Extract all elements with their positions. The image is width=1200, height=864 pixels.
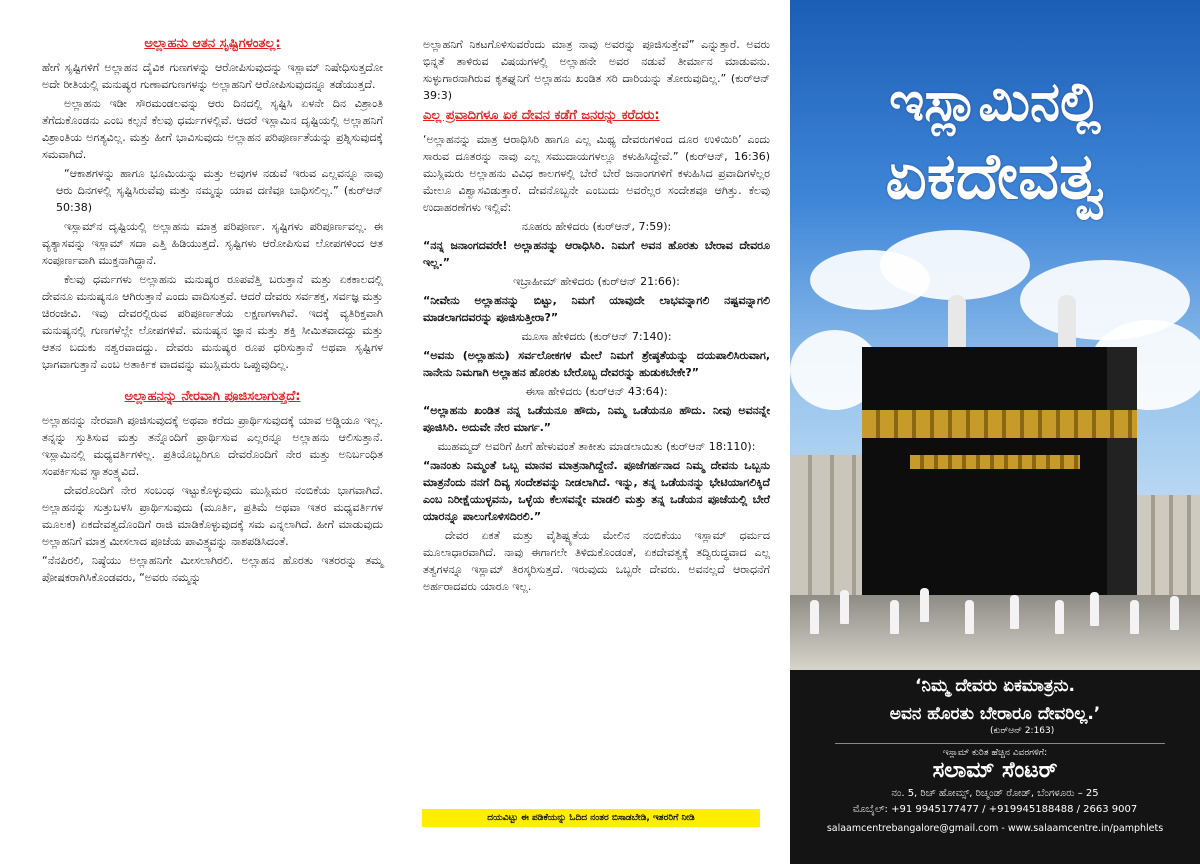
paragraph: ಅಲ್ಲಾಹನಿಗೆ ನಿಕಟಗೊಳಿಸುವರೆಂದು ಮಾತ್ರ ನಾವು ಅವರನ್ನು ಪೂಜಿಸುತ್ತೇವೆ” ಎನ್ನುತ್ತಾರೆ. ಅವರು ಭಿನ್ನತೆ ತಾಳಿರುವ ವಿಷಯಗಳಲ್ಲಿ ಅಲ್ಲಾಹನೇ ಅವರ ನಡುವೆ ತೀರ್ಮಾನ ಮಾಡುವನು. ಸುಳ್ಳುಗಾರನಾಗಿರುವ ಕೃತಘ್ನನಿಗೆ ಅಲ್ಲಾಹನು ಖಂಡಿತ ಸರಿ ದಾರಿಯನ್ನು ತೋರುವುದಿಲ್ಲ.” (ಕುರ್‌ಆನ್ 39:3): [423, 38, 770, 102]
cover-title-line1: ಇಸ್ಲಾಮಿನಲ್ಲಿ: [889, 70, 1101, 133]
section-heading-not-like-creation: ಅಲ್ಲಾಹನು ಆತನ ಸೃಷ್ಟಿಗಳಂತಲ್ಲ:: [144, 36, 281, 51]
do-not-discard-banner: ದಯವಿಟ್ಟು ಈ ಪಡಿಕೆಯನ್ನು ಓದಿದ ನಂತರ ಬಿಸಾಡಬೇಡಿ, ಇತರರಿಗೆ ನೀಡಿ: [422, 809, 760, 827]
verse-attribution: ಮೂಸಾ ಹೇಳಿದರು (ಕುರ್‌ಆನ್ 7:140):: [521, 330, 672, 343]
motto-line2: ಅವನ ಹೊರತು ಬೇರಾರೂ ದೇವರಿಲ್ಲ.’: [889, 704, 1101, 724]
email-website: salaamcentrebangalore@gmail.com - www.salaamcentre.in/pamphlets: [826, 823, 1164, 834]
kaaba-photo: [790, 0, 1200, 670]
verse-attribution: ಇಬ್ರಾಹೀಮ್ ಹೇಳಿದರು (ಕುರ್‌ಆನ್ 21:66):: [513, 275, 680, 288]
phone-numbers: ಮೊಬೈಲ್: +91 9945177477 / +919945188488 / 2663 9007: [852, 804, 1138, 815]
cover-panel: [790, 0, 1200, 864]
organization-name: ಸಲಾಮ್ ಸೆಂಟರ್: [932, 758, 1058, 783]
kaaba: [862, 347, 1137, 597]
verse: “ಅವನು (ಅಲ್ಲಾಹನು) ಸರ್ವಲೋಕಗಳ ಮೇಲೆ ನಿಮಗೆ ಶ್ರೇಷ್ಠತೆಯನ್ನು ದಯಪಾಲಿಸಿರುವಾಗ, ನಾನೇನು ನಿಮಗಾಗಿ ಅಲ್ಲಾಹನ ಹೊರತು ಬೇರೊಬ್ಬ ದೇವರನ್ನು ಹುಡುಕಬೇಕೇ?”: [423, 349, 770, 379]
divider: [835, 743, 1165, 744]
verse-attribution: ಮುಹಮ್ಮದ್ ಅವರಿಗೆ ಹೀಗೆ ಹೇಳುವಂತೆ ತಾಕೀತು ಮಾಡಲಾಯಿತು (ಕುರ್‌ಆನ್ 18:110):: [437, 440, 756, 453]
cover-title-line2: ಏಕದೇವತ್ವ: [885, 140, 1105, 214]
left-column: [0, 0, 405, 864]
paragraph: ‘ಅಲ್ಲಾಹನನ್ನು ಮಾತ್ರ ಆರಾಧಿಸಿರಿ ಹಾಗೂ ಎಲ್ಲ ಮಿಥ್ಯ ದೇವರುಗಳಿಂದ ದೂರ ಉಳಿಯಿರಿ’ ಎಂದು ಸಾರುವ ದೂತರನ್ನು ನಾವು ಎಲ್ಲ ಸಮುದಾಯಗಳಲ್ಲೂ ಕಳುಹಿಸಿದ್ದೇವೆ.” (ಕುರ್‌ಆನ್, 16:36) ಮುಸ್ಲಿಮರು ಅಲ್ಲಾಹನು ವಿವಿಧ ಕಾಲಗಳಲ್ಲಿ ಬೇರೆ ಬೇರೆ ಜನಾಂಗಗಳಿಗೆ ಕಳುಹಿಸಿದ ಪ್ರವಾದಿಗಳೆಲ್ಲರ ಮೇಲೂ ವಿಶ್ವಾಸವಿಡುತ್ತಾರೆ. ದೇವನೊಬ್ಬನೇ ಎಂಬುದು ಅವರೆಲ್ಲರ ಸಂದೇಶವೂ ಆಗಿತ್ತು. ಕೆಲವು ಉದಾಹರಣೆಗಳು ಇಲ್ಲಿವೆ:: [423, 133, 770, 214]
verse-attribution: ಈಸಾ ಹೇಳಿದರು (ಕುರ್‌ಆನ್ 43:64):: [525, 385, 668, 398]
kaaba-gold-band: [862, 410, 1137, 438]
section-heading-prophets: ಎಲ್ಲ ಪ್ರವಾದಿಗಳೂ ಏಕ ದೇವನ ಕಡೆಗೆ ಜನರನ್ನು ಕರೆದರು:: [423, 108, 660, 123]
motto-reference: (ಕುರ್‌ಆನ್ 2:163): [990, 726, 1055, 736]
paragraph: ಕೆಲವು ಧರ್ಮಗಳು ಅಲ್ಲಾಹನು ಮನುಷ್ಯರ ರೂಪವೆತ್ತಿ ಬರುತ್ತಾನೆ ಮತ್ತು ಏಕಕಾಲದಲ್ಲಿ ದೇವನೂ ಮನುಷ್ಯನೂ ಆಗಿರುತ್ತಾನೆ ಎಂದು ವಾದಿಸುತ್ತವೆ. ಆದರೆ ದೇವರು ಸರ್ವಶಕ್ತ, ಸರ್ವಜ್ಞ ಮತ್ತು ಚಿರಂಜೀವಿ. ಇವು ದೇವರಲ್ಲಿರುವ ಪರಿಪೂರ್ಣತೆಯ ಲಕ್ಷಣಗಳಾಗಿವೆ. ಇದಕ್ಕೆ ವ್ಯತಿರಿಕ್ತವಾಗಿ ಮನುಷ್ಯನಲ್ಲಿ ಗುಣಗಳೆಲ್ಲೇ ಲೋಪಗಳಿವೆ. ಮನುಷ್ಯನ ಜ್ಞಾನ ಮತ್ತು ಶಕ್ತಿ ಸೀಮಿತವಾದದ್ದು ಮತ್ತು ಆತನ ಬದುಕು ನಶ್ವರವಾದದ್ದು. ದೇವರು ಮನುಷ್ಯರ ರೂಪ ಧರಿಸುತ್ತಾನೆ ಅಥವಾ ಸೃಷ್ಟಿಗಳ ಭಾಗವಾಗುತ್ತಾನೆ ಎಂಬ ಅತಾರ್ಕಿಕ ವಾದವನ್ನು ಮುಸ್ಲಿಮರು ಒಪ್ಪುವುದಿಲ್ಲ.: [42, 273, 383, 371]
verse: “ನನ್ನ ಜನಾಂಗದವರೇ! ಅಲ್ಲಾಹನನ್ನು ಆರಾಧಿಸಿರಿ. ನಿಮಗೆ ಅವನ ಹೊರತು ಬೇರಾವ ದೇವರೂ ಇಲ್ಲ.”: [423, 239, 770, 269]
paragraph: ಅಲ್ಲಾಹನು ಇಡೀ ಸೌರಮಂಡಲವನ್ನು ಆರು ದಿನದಲ್ಲಿ ಸೃಷ್ಟಿಸಿ ಏಳನೇ ದಿನ ವಿಶ್ರಾಂತಿ ತೆಗೆದುಕೊಂಡನು ಎಂಬ ಕಲ್ಪನೆ ಕೆಲವು ಧರ್ಮಗಳಲ್ಲಿವೆ. ಆದರೆ ಇಸ್ಲಾಮಿನ ದೃಷ್ಟಿಯಲ್ಲಿ ಅಲ್ಲಾಹನಿಗೆ ವಿಶ್ರಾಂತಿಯ ಅಗತ್ಯವಿಲ್ಲ. ಮತ್ತು ಹೀಗೆ ಭಾವಿಸುವುದು ಅಲ್ಲಾಹನ ಪರಿಪೂರ್ಣತೆಯನ್ನು ಪ್ರಶ್ನಿಸುವುದಕ್ಕೆ ಸಮವಾಗಿದೆ.: [42, 97, 383, 161]
address: ನಂ. 5, ರಿಚ್ ಹೋಮ್ಸ್, ರಿಚ್ಮಂಡ್ ರೋಡ್, ಬೆಂಗಳೂರು – 25: [891, 788, 1099, 799]
paragraph: ದೇವರ ಏಕತೆ ಮತ್ತು ವೈಶಿಷ್ಟ್ಯತೆಯ ಮೇಲಿನ ನಂಬಿಕೆಯು ಇಸ್ಲಾಮ್ ಧರ್ಮದ ಮೂಲಾಧಾರವಾಗಿದೆ. ನಾವು ಈಗಾಗಲೇ ತಿಳಿದುಕೊಂಡಂತೆ, ಏಕದೇವತ್ವಕ್ಕೆ ತದ್ವಿರುದ್ಧವಾದ ಎಲ್ಲ ತತ್ವಗಳನ್ನೂ ಇಸ್ಲಾಮ್ ತಿರಸ್ಕರಿಸುತ್ತದೆ. ಇರುವುದು ಒಬ್ಬರೇ ದೇವರು. ಅವನಲ್ಲದೆ ಆರಾಧನೆಗೆ ಅರ್ಹರಾದವರು ಯಾರೂ ಇಲ್ಲ.: [423, 529, 770, 593]
quran-quote: “ಆಕಾಶಗಳನ್ನು ಹಾಗೂ ಭೂಮಿಯನ್ನು ಮತ್ತು ಅವುಗಳ ನಡುವೆ ಇರುವ ಎಲ್ಲವನ್ನೂ ನಾವು ಆರು ದಿನಗಳಲ್ಲಿ ಸೃಷ್ಟಿಸಿರುವೆವು ಮತ್ತು ನಮ್ಮನ್ನು ಯಾವ ದಣಿವೂ ಬಾಧಿಸಲಿಲ್ಲ.” (ಕುರ್‌ಆನ್ 50:38): [56, 167, 383, 214]
verse: “ಅಲ್ಲಾಹನು ಖಂಡಿತ ನನ್ನ ಒಡೆಯನೂ ಹೌದು, ನಿಮ್ಮ ಒಡೆಯನೂ ಹೌದು. ನೀವು ಅವನನ್ನೇ ಪೂಜಿಸಿರಿ. ಅದುವೇ ನೇರ ಮಾರ್ಗ.”: [423, 404, 770, 434]
info-label: ಇಸ್ಲಾಮ್ ಕುರಿತ ಹೆಚ್ಚಿನ ವಿವರಗಳಿಗೆ:: [942, 748, 1048, 758]
section-heading-direct-worship: ಅಲ್ಲಾಹನನ್ನು ನೇರವಾಗಿ ಪೂಜಿಸಲಾಗುತ್ತದೆ:: [124, 389, 301, 404]
motto-line1: ‘ನಿಮ್ಮ ದೇವರು ಏಕಮಾತ್ರನು.: [915, 676, 1075, 696]
verse: “ನೀವೇನು ಅಲ್ಲಾಹನನ್ನು ಬಿಟ್ಟು, ನಿಮಗೆ ಯಾವುದೇ ಲಾಭವನ್ನಾಗಲಿ ನಷ್ಟವನ್ನಾಗಲಿ ಮಾಡಲಾಗದವರನ್ನು ಪೂಜಿಸುತ್ತೀರಾ?”: [423, 294, 770, 324]
paragraph: ಹೇಗೆ ಸೃಷ್ಟಿಗಳಿಗೆ ಅಲ್ಲಾಹನ ದೈವಿಕ ಗುಣಗಳನ್ನು ಆರೋಪಿಸುವುದನ್ನು ಇಸ್ಲಾಮ್ ನಿಷೇಧಿಸುತ್ತದೋ ಅದೇ ರೀತಿಯಲ್ಲಿ ಮನುಷ್ಯರ ಗುಣಾವಗುಣಗಳನ್ನು ಅಲ್ಲಾಹನಿಗೆ ಆರೋಪಿಸುವುದನ್ನೂ ತಡೆಯುತ್ತದೆ.: [42, 61, 383, 91]
paragraph: ದೇವರೊಂದಿಗೆ ನೇರ ಸಂಬಂಧ ಇಟ್ಟುಕೊಳ್ಳುವುದು ಮುಸ್ಲಿಮರ ನಂಬಿಕೆಯ ಭಾಗವಾಗಿದೆ. ಅಲ್ಲಾಹನನ್ನು ಸುತ್ತುಬಳಸಿ ಪ್ರಾರ್ಥಿಸುವುದು (ಮೂರ್ತಿ, ಪ್ರತಿಮೆ ಅಥವಾ ಇತರ ಮಧ್ಯವರ್ತಿಗಳ ಮೂಲಕ) ಏಕದೇವತ್ವದೊಂದಿಗೆ ರಾಜಿ ಮಾಡಿಕೊಳ್ಳುವುದಕ್ಕೆ ಸಮ ಎನ್ನಲಾಗಿದೆ. ಹೀಗೆ ಮಾಡುವುದು ಅಲ್ಲಾಹನಿಗೆ ಮಾತ್ರ ಮೀಸಲಾದ ಪೂಜೆಯ ಪಾವಿತ್ರ್ಯವನ್ನು ನಾಶಪಡಿಸಿದಂತೆ.: [42, 484, 383, 548]
paragraph: “ನೆನಪಿರಲಿ, ನಿಷ್ಠೆಯು ಅಲ್ಲಾಹನಿಗೇ ಮೀಸಲಾಗಿರಲಿ. ಅಲ್ಲಾಹನ ಹೊರತು ಇತರರನ್ನು ತಮ್ಮ ಪೋಷಕರಾಗಿಸಿಕೊಂಡವರು, “ಅವರು ನಮ್ಮನ್ನು: [42, 554, 383, 584]
paragraph: ಇಸ್ಲಾಮ್‌ನ ದೃಷ್ಟಿಯಲ್ಲಿ ಅಲ್ಲಾಹನು ಮಾತ್ರ ಪರಿಪೂರ್ಣ. ಸೃಷ್ಟಿಗಳು ಪರಿಪೂರ್ಣವಲ್ಲ. ಈ ವ್ಯತ್ಯಾಸವನ್ನು ಇಸ್ಲಾಮ್ ಸದಾ ಎತ್ತಿ ಹಿಡಿಯುತ್ತದೆ. ಸೃಷ್ಟಿಗಳು ಆರೋಪಿಸುವ ಲೋಪಗಳಿಂದ ಆತ ಸಂಪೂರ್ಣವಾಗಿ ಮುಕ್ತನಾಗಿದ್ದಾನೆ.: [42, 220, 383, 267]
verse: “ನಾನಂತು ನಿಮ್ಮಂತೆ ಒಬ್ಬ ಮಾನವ ಮಾತ್ರನಾಗಿದ್ದೇನೆ. ಪೂಜೆಗರ್ಹನಾದ ನಿಮ್ಮ ದೇವನು ಒಬ್ಬನು ಮಾತ್ರನೆಂದು ನನಗೆ ದಿವ್ಯ ಸಂದೇಶವನ್ನು ನೀಡಲಾಗಿದೆ. ಇನ್ನು, ತನ್ನ ಒಡೆಯನನ್ನು ಭೇಟಿಯಾಗಲಿಕ್ಕಿದೆ ಎಂಬ ನಿರೀಕ್ಷೆಯುಳ್ಳವನು, ಒಳ್ಳೆಯ ಕೆಲಸವನ್ನೇ ಮಾಡಲಿ ಮತ್ತು ತನ್ನ ಒಡೆಯನ ಪೂಜೆಯಲ್ಲಿ ಬೇರೆ ಯಾರನ್ನೂ ಪಾಲುಗೊಳಿಸದಿರಲಿ.”: [423, 459, 770, 523]
verse-attribution: ನೂಹರು ಹೇಳಿದರು (ಕುರ್‌ಆನ್, 7:59):: [521, 220, 672, 233]
contact-block: [790, 670, 1200, 864]
middle-column: [405, 0, 790, 864]
paragraph: ಅಲ್ಲಾಹನನ್ನು ನೇರವಾಗಿ ಪೂಜಿಸುವುದಕ್ಕೆ ಅಥವಾ ಕರೆದು ಪ್ರಾರ್ಥಿಸುವುದಕ್ಕೆ ಯಾವ ಅಡ್ಡಿಯೂ ಇಲ್ಲ. ತನ್ನನ್ನು ಸ್ತುತಿಸುವ ಮತ್ತು ತನ್ನೊಂದಿಗೆ ಪ್ರಾರ್ಥಿಸುವ ಎಲ್ಲರನ್ನೂ ಅಲ್ಲಾಹನು ಆಲಿಸುತ್ತಾನೆ. ಇಸ್ಲಾಮಿನಲ್ಲಿ ಮಧ್ಯವರ್ತಿಗಳಿಲ್ಲ. ಪ್ರತಿಯೊಬ್ಬರಿಗೂ ದೇವರೊಂದಿಗೆ ನೇರ ಮತ್ತು ಅನಿರ್ಬಂಧಿತ ಸಂಪರ್ಕಿಸುವ ಸ್ವಾತಂತ್ರ್ಯವಿದೆ.: [42, 414, 383, 478]
